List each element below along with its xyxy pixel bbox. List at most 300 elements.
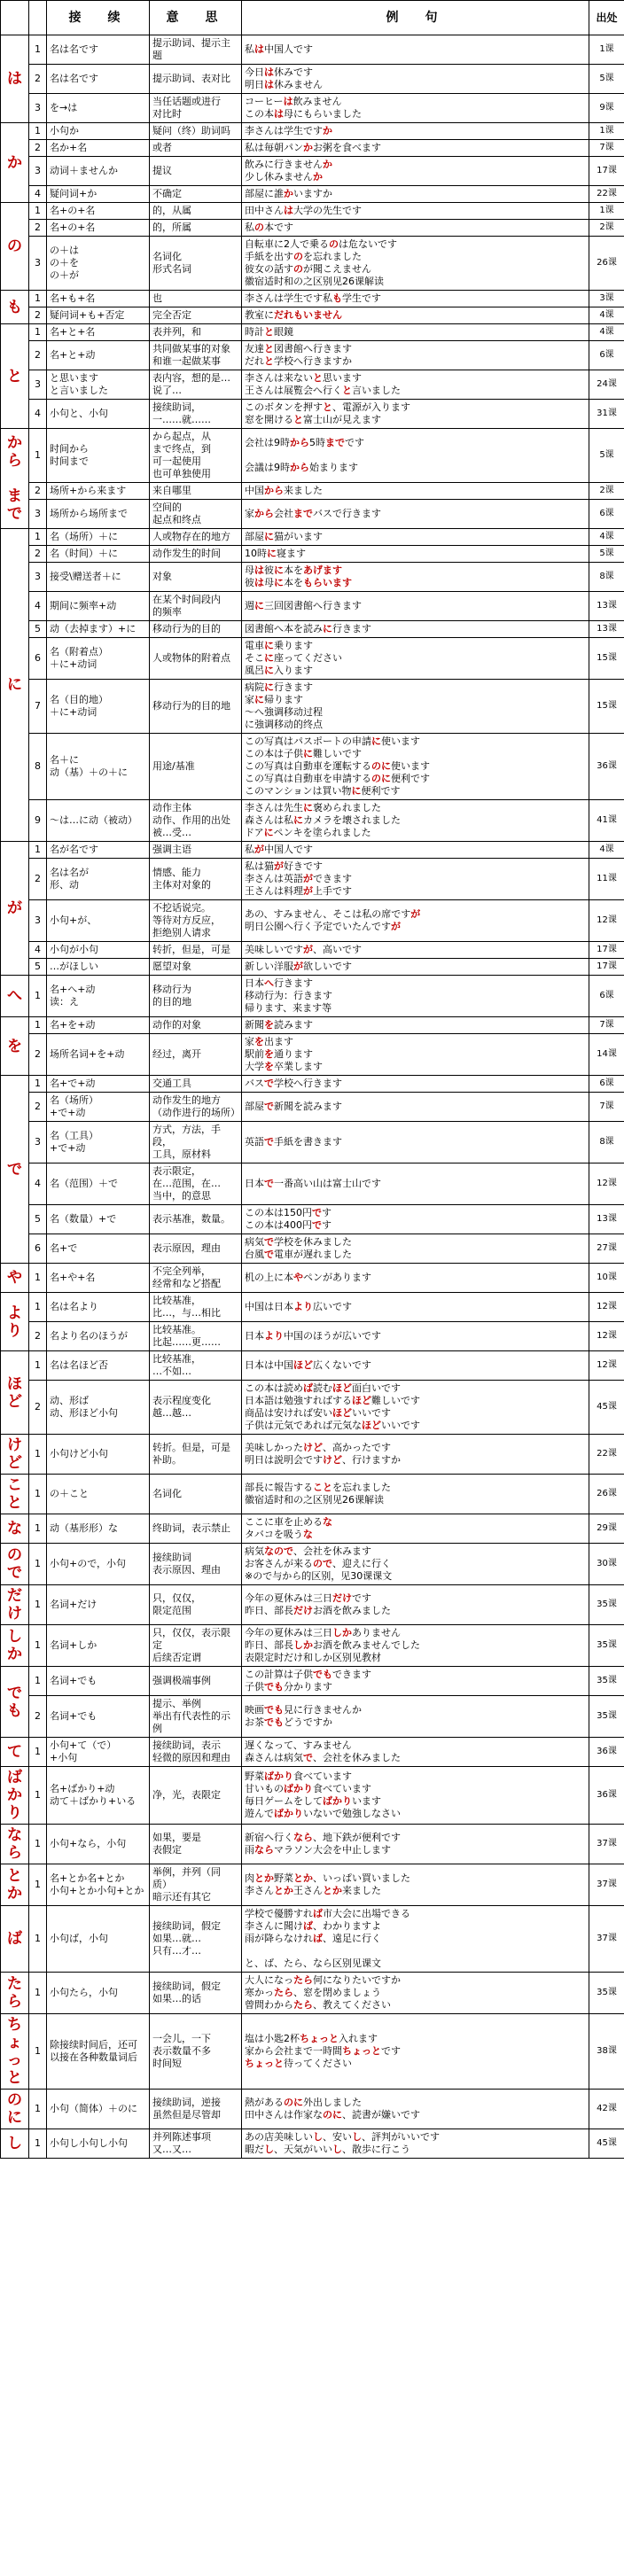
highlighted-particle: ばかり — [284, 1783, 313, 1794]
highlighted-particle: は — [254, 43, 264, 55]
example-text: 、電源が入ります 窓を開ける — [245, 401, 410, 425]
highlighted-particle: たら — [293, 1999, 313, 2011]
example-text: は危ないです 手紙を出す — [245, 238, 397, 262]
example-text: 、迎えに行く ※ので与から的区别，见30课课文 — [245, 1558, 393, 1582]
table-row — [1, 976, 624, 1017]
table-row — [1, 1163, 624, 1205]
example-text: 、会社を休みました — [313, 1752, 401, 1763]
highlighted-particle: ばかり — [274, 1808, 303, 1819]
row-index: 4 — [29, 592, 47, 621]
example-cell — [242, 1034, 589, 1076]
meaning-cell: 提议 — [150, 157, 242, 186]
highlighted-particle: まで — [293, 508, 313, 519]
meaning-cell: 移动行为的目的 — [150, 621, 242, 638]
highlighted-particle: し — [264, 2144, 274, 2155]
example-text: 行きます 家 — [245, 681, 313, 705]
lesson-cell: 11课 — [589, 859, 624, 900]
highlighted-particle: で — [264, 1136, 274, 1148]
connection-cell: 小句し小句し小句 — [47, 2129, 150, 2159]
example-cell — [242, 842, 589, 859]
lesson-cell: 6课 — [589, 341, 624, 370]
highlighted-particle: が — [410, 908, 421, 920]
example-text: 美味しかった — [245, 1442, 303, 1453]
meaning-cell: 只，仅仅， 限定范围 — [150, 1585, 242, 1625]
lesson-cell: 12课 — [589, 1163, 624, 1205]
meaning-cell: 也 — [150, 291, 242, 307]
example-text: 行きます 移动行为：行きます 帰ります、来ます等 — [245, 977, 332, 1014]
example-text: 、行けますか — [342, 1454, 401, 1466]
particle-label: を — [1, 1017, 29, 1076]
lesson-cell: 5课 — [589, 546, 624, 563]
example-text: 母 — [264, 577, 274, 588]
meaning-cell: 交通工具 — [150, 1076, 242, 1093]
lesson-cell: 37课 — [589, 1906, 624, 1973]
meaning-cell: 表内容，想的是… 说了… — [150, 370, 242, 400]
connection-cell: 疑问词+か — [47, 186, 150, 203]
example-text: 学校へ行きますか — [274, 355, 352, 367]
lesson-cell: 22课 — [589, 186, 624, 203]
example-cell — [242, 546, 589, 563]
example-text: 学校で優勝すれ — [245, 1908, 313, 1919]
connection-cell: 名（范围）＋で — [47, 1163, 150, 1205]
highlighted-particle: ばかり — [264, 1771, 293, 1782]
table-row — [1, 123, 624, 140]
example-text: 日本は中国 — [245, 1359, 293, 1371]
table-row — [1, 959, 624, 976]
highlighted-particle: に — [381, 760, 391, 772]
example-cell — [242, 1864, 589, 1906]
example-text: 大人になっ — [245, 1974, 293, 1986]
highlighted-particle: の — [293, 251, 303, 262]
particle-label: ほ ど — [1, 1351, 29, 1435]
lesson-cell: 7课 — [589, 1093, 624, 1122]
row-index: 2 — [29, 483, 47, 500]
table-row — [1, 483, 624, 500]
meaning-cell: 一会儿，一下 表示数量不多 时间短 — [150, 2014, 242, 2090]
table-row — [1, 1034, 624, 1076]
meaning-cell: 当任话题或进行 对比时 — [150, 94, 242, 123]
lesson-cell: 36课 — [589, 1767, 624, 1825]
example-text: 電車 — [245, 640, 264, 651]
highlighted-particle: に — [274, 577, 284, 588]
example-cell — [242, 203, 589, 220]
table-row — [1, 859, 624, 900]
highlighted-particle: に — [254, 600, 264, 611]
lesson-cell: 12课 — [589, 1293, 624, 1322]
meaning-cell: 强调极端事例 — [150, 1667, 242, 1696]
table-row — [1, 2090, 624, 2129]
highlighted-particle: は — [264, 66, 274, 78]
row-index: 5 — [29, 959, 47, 976]
highlighted-particle: たら — [274, 1987, 293, 1998]
connection-cell: 名词+でも — [47, 1696, 150, 1738]
row-index: 1 — [29, 1017, 47, 1034]
meaning-cell: 动作的对象 — [150, 1017, 242, 1034]
example-text: 新宿へ行く — [245, 1832, 293, 1843]
table-row — [1, 2014, 624, 2090]
example-text: 、天気がいい — [274, 2144, 332, 2155]
row-index: 1 — [29, 291, 47, 307]
example-text: 週 — [245, 600, 254, 611]
connection-cell: 名より名のほうが — [47, 1322, 150, 1351]
row-index: 8 — [29, 734, 47, 800]
meaning-cell: 接续助词，假定 如果…就… 只有…才… — [150, 1906, 242, 1973]
table-row — [1, 2129, 624, 2159]
table-row — [1, 680, 624, 734]
row-index: 6 — [29, 638, 47, 680]
meaning-cell: 接续助词， 一……就…… — [150, 400, 242, 429]
row-index: 1 — [29, 2014, 47, 2090]
highlighted-particle: から — [290, 437, 309, 448]
highlighted-particle: が — [293, 961, 303, 972]
table-row — [1, 400, 624, 429]
particle-label: か — [1, 123, 29, 203]
example-text: 図書館へ本を読み — [245, 623, 323, 634]
highlighted-particle: ば — [313, 1933, 323, 1944]
example-text: 、高いです — [313, 944, 362, 955]
connection-cell: 小句+ので，小句 — [47, 1544, 150, 1585]
lesson-cell: 36课 — [589, 734, 624, 800]
example-cell — [242, 35, 589, 65]
highlighted-particle: でも — [264, 1681, 284, 1693]
highlighted-particle: の — [293, 263, 303, 275]
example-text: が聞こえません 徽宿适时和の之区别见26课解读 — [245, 263, 384, 287]
row-index: 1 — [29, 1825, 47, 1864]
connection-cell: …がほしい — [47, 959, 150, 976]
meaning-cell: 只，仅仅，表示限定 后续否定谓 — [150, 1625, 242, 1667]
connection-cell: 名（时间）＋に — [47, 546, 150, 563]
example-text: 休みです 明日 — [245, 66, 313, 90]
table-row — [1, 1864, 624, 1906]
row-index: 2 — [29, 859, 47, 900]
example-text: 、遠足に行く と、ば、たら、なら区别见课文 — [245, 1933, 381, 1969]
row-index: 2 — [29, 1322, 47, 1351]
particle-label: ば — [1, 1906, 29, 1973]
lesson-cell: 12课 — [589, 1351, 624, 1381]
lesson-cell: 13课 — [589, 621, 624, 638]
highlighted-particle: ばかり — [323, 1795, 352, 1807]
particle-label: て — [1, 1738, 29, 1767]
highlighted-particle: しか — [332, 1627, 352, 1638]
lesson-cell: 15课 — [589, 680, 624, 734]
row-index: 2 — [29, 1696, 47, 1738]
example-text: 5時 — [309, 437, 325, 448]
example-text: 便利です このマンションは買い物 — [245, 773, 430, 797]
connection-cell: 名（数量）+で — [47, 1205, 150, 1234]
example-text: このボタンを押す — [245, 401, 323, 413]
highlighted-particle: でも — [313, 1669, 332, 1680]
table-row — [1, 842, 624, 859]
highlighted-particle: に — [264, 640, 274, 651]
lesson-cell: 14课 — [589, 1034, 624, 1076]
table-row — [1, 500, 624, 529]
lesson-cell: 2课 — [589, 483, 624, 500]
example-text: 飲みません この本 — [245, 96, 342, 120]
table-row — [1, 1738, 624, 1767]
lesson-cell: 17课 — [589, 157, 624, 186]
example-cell — [242, 1825, 589, 1864]
particle-label: し — [1, 2129, 29, 2159]
connection-cell: を→は — [47, 94, 150, 123]
example-text: 待ってください — [284, 2058, 352, 2069]
row-index: 6 — [29, 1234, 47, 1264]
example-text: 部屋 — [245, 1101, 264, 1112]
example-text: 帰ります ～へ強调移动过程 に強调移动的终点 — [245, 694, 323, 730]
example-text: 李さんは来ない — [245, 372, 313, 384]
example-text: 、いっぱい買いました 李さん — [245, 1872, 410, 1896]
example-text: 面白いです 日本語は勉強すればする — [245, 1382, 401, 1406]
connection-cell: 动、形ば 动、形ほど小句 — [47, 1381, 150, 1435]
connection-cell: 名（附着点） ＋に+动词 — [47, 638, 150, 680]
highlighted-particle: が — [274, 860, 284, 872]
lesson-cell: 12课 — [589, 1322, 624, 1351]
example-text: お粥を食べます — [313, 142, 381, 153]
meaning-cell: 名词化 形式名词 — [150, 237, 242, 291]
lesson-cell: 6课 — [589, 1076, 624, 1093]
meaning-cell: 如果，要是 表假定 — [150, 1825, 242, 1864]
example-cell — [242, 1093, 589, 1122]
example-text: いないで勉強しなさい — [303, 1808, 401, 1819]
highlighted-particle: から — [254, 508, 274, 519]
connection-cell: 名（目的地） ＋に+动词 — [47, 680, 150, 734]
example-cell — [242, 1544, 589, 1585]
connection-cell: 名+の+名 — [47, 220, 150, 237]
meaning-cell: 不挖话说完。 等待对方反应， 拒绝别人请求 — [150, 900, 242, 942]
example-cell — [242, 959, 589, 976]
row-index: 1 — [29, 1514, 47, 1544]
example-text: 彼 — [264, 564, 274, 576]
lesson-cell: 4课 — [589, 324, 624, 341]
example-text: 寝ます — [277, 548, 306, 559]
lesson-cell: 26课 — [589, 237, 624, 291]
lesson-cell: 31课 — [589, 400, 624, 429]
example-cell — [242, 1163, 589, 1205]
example-text: います 遊んで — [245, 1795, 381, 1819]
highlighted-particle: でも — [264, 1704, 284, 1716]
example-text: 気 — [293, 1752, 303, 1763]
row-index: 2 — [29, 1381, 47, 1435]
example-cell — [242, 734, 589, 800]
example-cell — [242, 237, 589, 291]
example-text: 私は毎朝パン — [245, 142, 303, 153]
example-text: あの店美味しい — [245, 2131, 313, 2143]
highlighted-particle: ちょっと — [245, 2058, 284, 2069]
connection-cell: 场所+から来ます — [47, 483, 150, 500]
example-text: 病 — [284, 1752, 293, 1763]
example-text: 市大会に出場できる 李さんに聞け — [245, 1908, 410, 1932]
highlighted-particle: で — [264, 1101, 274, 1112]
connection-cell: ～は…に动（被动） — [47, 800, 150, 842]
connection-cell: 小句けど小句 — [47, 1435, 150, 1475]
example-cell — [242, 2014, 589, 2090]
meaning-cell: 动作发生的地方 （动作进行的场所） — [150, 1093, 242, 1122]
highlighted-particle: と — [342, 385, 352, 396]
connection-cell: 名+と+名 — [47, 324, 150, 341]
lesson-cell: 1课 — [589, 123, 624, 140]
lesson-cell: 37课 — [589, 1825, 624, 1864]
example-text: この写真はパスポートの申請 — [245, 735, 371, 747]
row-index: 1 — [29, 1076, 47, 1093]
example-cell — [242, 1264, 589, 1293]
example-cell — [242, 500, 589, 529]
example-cell — [242, 942, 589, 959]
meaning-cell: 或者 — [150, 140, 242, 157]
lesson-cell: 15课 — [589, 638, 624, 680]
example-text: タバコを吸う — [245, 1529, 303, 1540]
highlighted-particle: もらいます — [303, 577, 352, 588]
row-index: 1 — [29, 2090, 47, 2129]
example-text: 家 — [245, 1036, 254, 1047]
highlighted-particle: が — [303, 885, 313, 897]
example-text: す — [322, 1219, 332, 1231]
highlighted-particle: が — [254, 844, 264, 855]
lesson-cell: 35课 — [589, 1696, 624, 1738]
highlighted-particle: で — [264, 1078, 274, 1089]
particle-label: は — [1, 35, 29, 123]
row-index: 3 — [29, 370, 47, 400]
highlighted-particle: ほど — [332, 1407, 352, 1419]
example-cell — [242, 1906, 589, 1973]
example-cell — [242, 1696, 589, 1738]
highlighted-particle: を — [264, 1019, 274, 1031]
highlighted-particle: こと — [313, 1482, 332, 1493]
example-cell — [242, 220, 589, 237]
example-text: 教室に — [245, 309, 274, 321]
example-text: 中国人です — [264, 844, 313, 855]
lesson-cell: 35课 — [589, 1585, 624, 1625]
example-text: 難しいです この写真は自動車を運転する — [245, 748, 371, 772]
example-text: 今日 — [245, 66, 264, 78]
example-text: できます 子供 — [245, 1669, 371, 1693]
highlighted-particle: ほど — [332, 1382, 352, 1394]
highlighted-particle: ほど — [352, 1395, 371, 1406]
connection-cell: 动词＋ませんか — [47, 157, 150, 186]
example-text: 上手です — [313, 885, 352, 897]
example-text: 褒められました 森さんは私 — [245, 802, 381, 826]
lesson-cell: 9课 — [589, 94, 624, 123]
example-text: 広いです — [313, 1301, 352, 1312]
example-text: 美味しいです — [245, 944, 303, 955]
example-text: 本を — [284, 577, 303, 588]
meaning-cell: 举例，并列（同质） 暗示还有其它 — [150, 1864, 242, 1906]
highlighted-particle: のに — [323, 2109, 342, 2121]
highlighted-particle: ほど — [362, 1420, 381, 1431]
example-text: 明日公園へ行く予定でいたんです — [245, 921, 391, 932]
table-row — [1, 546, 624, 563]
particle-label: に — [1, 529, 29, 842]
lesson-cell: 6课 — [589, 500, 624, 529]
row-index: 2 — [29, 65, 47, 94]
lesson-cell: 8课 — [589, 1122, 624, 1163]
example-cell — [242, 65, 589, 94]
example-text: 学校へ行きます — [274, 1078, 342, 1089]
example-cell — [242, 1017, 589, 1034]
example-text: 部屋 — [245, 531, 264, 542]
example-cell — [242, 563, 589, 592]
example-cell — [242, 186, 589, 203]
example-text: 猫 — [264, 860, 274, 872]
meaning-cell: 空间的 起点和终点 — [150, 500, 242, 529]
row-index: 3 — [29, 157, 47, 186]
meaning-cell: 比较基准， 比…，与…相比 — [150, 1293, 242, 1322]
row-index: 9 — [29, 800, 47, 842]
row-index: 1 — [29, 324, 47, 341]
highlighted-particle: を — [254, 1036, 264, 1047]
table-row — [1, 1767, 624, 1825]
table-row — [1, 1076, 624, 1093]
highlighted-particle: は — [274, 108, 284, 120]
connection-cell: 小句ば，小句 — [47, 1906, 150, 1973]
example-cell — [242, 307, 589, 324]
lesson-cell: 41课 — [589, 800, 624, 842]
lesson-cell: 45课 — [589, 1381, 624, 1435]
table-row — [1, 1351, 624, 1381]
example-text: 読みます — [274, 1019, 313, 1031]
example-text: どうですか — [284, 1716, 332, 1728]
example-text: 塩は小匙2杯 — [245, 2033, 300, 2044]
connection-cell: 场所から场所まで — [47, 500, 150, 529]
example-text: 、安い — [323, 2131, 352, 2143]
row-index: 3 — [29, 900, 47, 942]
example-text: 私 — [245, 222, 254, 233]
example-text: 部屋に誰 — [245, 188, 284, 199]
example-text: この本は150円 — [245, 1207, 312, 1218]
example-text: 手紙を書きます — [274, 1136, 342, 1148]
connection-cell: 名か+名 — [47, 140, 150, 157]
meaning-cell: 的，所属 — [150, 220, 242, 237]
highlighted-particle: か — [284, 188, 293, 199]
example-cell — [242, 638, 589, 680]
highlighted-particle: と — [264, 355, 274, 367]
example-text: 欲しいです — [303, 961, 352, 972]
connection-cell: 名+で — [47, 1234, 150, 1264]
table-row — [1, 1017, 624, 1034]
highlighted-particle: に — [263, 827, 274, 838]
example-text: 李さんは学生です — [245, 125, 323, 136]
highlighted-particle: か — [323, 125, 332, 136]
example-text: 私は — [245, 860, 264, 872]
example-text: ペンがあります — [303, 1272, 371, 1283]
table-row — [1, 592, 624, 621]
connection-cell: 名は名が 形、动 — [47, 859, 150, 900]
example-text: 今年の夏休みは三日 — [245, 1592, 332, 1604]
table-row — [1, 1514, 624, 1544]
example-text: です — [381, 2045, 401, 2057]
highlighted-particle: に — [303, 748, 313, 759]
example-text: 図書館へ行きます だれ — [245, 343, 352, 367]
example-text: 今年の夏休みは三日 — [245, 1627, 332, 1638]
table-row — [1, 1544, 624, 1585]
table-row — [1, 1625, 624, 1667]
example-text: 病気 — [245, 1236, 264, 1248]
lesson-cell: 6课 — [589, 976, 624, 1017]
connection-cell: 时间から 时间まで — [47, 429, 150, 483]
header-example: 例 句 — [242, 1, 589, 35]
row-index: 1 — [29, 1293, 47, 1322]
table-row — [1, 220, 624, 237]
example-text: 日本 — [245, 1330, 264, 1342]
meaning-cell: 表示基准，数量。 — [150, 1205, 242, 1234]
example-text: 遅くなって、すみません 森さんは — [245, 1739, 352, 1763]
example-text: 好きです 李さんは英語 — [245, 860, 323, 884]
table-row — [1, 1381, 624, 1435]
table-row — [1, 1322, 624, 1351]
example-text: 乗ります そこ — [245, 640, 313, 664]
highlighted-particle: に — [371, 735, 381, 747]
example-cell — [242, 2129, 589, 2159]
example-text: ここに車を止める — [245, 1516, 323, 1528]
table-row — [1, 800, 624, 842]
